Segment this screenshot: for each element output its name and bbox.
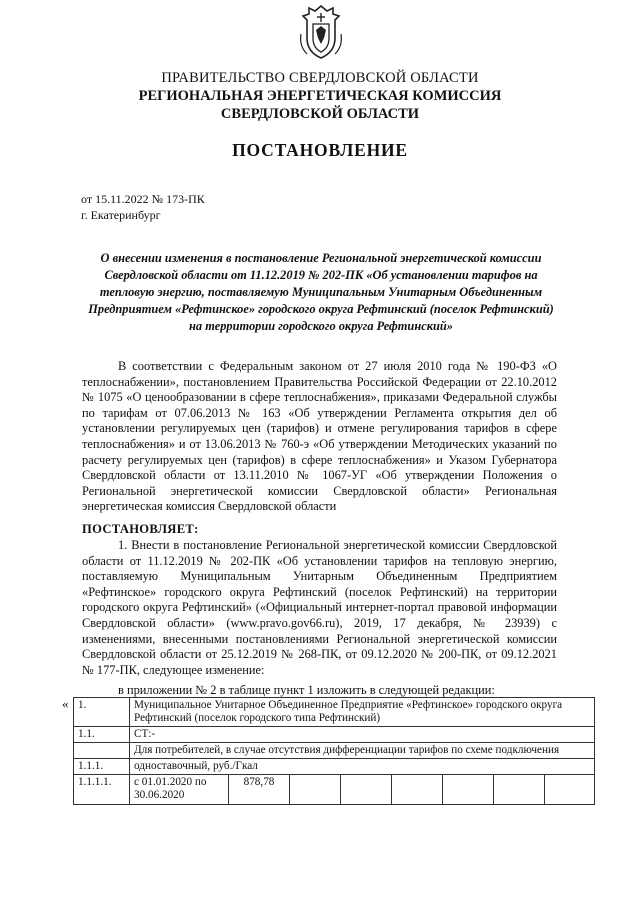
commission-name-line1: РЕГИОНАЛЬНАЯ ЭНЕРГЕТИЧЕСКАЯ КОМИССИЯ xyxy=(138,88,502,104)
tariff-table xyxy=(73,697,595,805)
document-subject: О внесении изменения в постановление Региональной энергетической комиссии Свердловской области от 11.12.2019 № 202-ПК «Об установлении тарифов на тепловую энергию, поставляемую Муниципальным Унитарным Объединенным Предприятием «Рефтинское» городского округа Рефтинский (поселок Рефтинский) на территории городского округа Рефтинский» xyxy=(88,251,554,333)
preamble-paragraph: В соответствии с Федеральным законом от 27 июля 2010 года № 190-ФЗ «О теплоснабжении», постановлением Правительства Российской Федерации от 22.10.2012 № 1075 «О ценообразовании в сфере теплоснабжения», приказами Федеральной службы по тарифам от 07.06.2013 № 163 «Об утверждении Регламента открытия дел об установлении регулируемых цен (тарифов) и отмене регулирования тарифов в сфере теплоснабжения» и от 13.06.2013 № 760-э «Об утверждении Методических указаний по расчету регулируемых цен (тарифов) в сфере теплоснабжения» и Указом Губернатора Свердловской области от 13.11.2010 № 1067-УГ «Об утверждении Положения о Региональной энергетической комиссии Свердловской области» Региональная энергетическая комиссия Свердловской области xyxy=(82,359,557,514)
row-number: 1. xyxy=(74,698,130,727)
opening-quote: « xyxy=(62,696,69,711)
consumers-cell: Для потребителей, в случае отсутствия дифференциации тарифов по схеме подключения xyxy=(130,743,595,759)
commission-name-line2: СВЕРДЛОВСКОЙ ОБЛАСТИ xyxy=(220,106,420,122)
table-row xyxy=(74,775,595,805)
row-number: 1.1. xyxy=(74,727,130,743)
table-row xyxy=(74,727,595,743)
appendix-intro: в приложении № 2 в таблице пункт 1 изложить в следующей редакции: xyxy=(118,683,495,697)
document-title: ПОСТАНОВЛЕНИЕ xyxy=(232,140,408,160)
tariff-value-cell: 878,78 xyxy=(229,775,290,805)
table-row xyxy=(74,759,595,775)
row-number: 1.1.1.1. xyxy=(74,775,130,805)
document-date-number: от 15.11.2022 № 173-ПК xyxy=(81,192,205,206)
row-number: 1.1.1. xyxy=(74,759,130,775)
empty-cell xyxy=(341,775,392,805)
table-row xyxy=(74,743,595,759)
coat-of-arms-emblem xyxy=(297,4,345,60)
period-cell: с 01.01.2020 по 30.06.2020 xyxy=(130,775,229,805)
resolves-heading: ПОСТАНОВЛЯЕТ: xyxy=(82,522,199,536)
empty-cell xyxy=(494,775,545,805)
table-row xyxy=(74,698,595,727)
system-cell: СТ:- xyxy=(130,727,595,743)
item-1-paragraph: 1. Внести в постановление Региональной энергетической комиссии Свердловской области от 11.12.2019 № 202-ПК «Об установлении тарифов на тепловую энергию, поставляемую Муниципальным Унитарным Объединенным Предприятием «Рефтинское» городского округа Рефтинский (поселок Рефтинский) на территории городского округа Рефтинский» («Официальный интернет-портал правовой информации Свердловской области» (www.pravo.gov66.ru), 2019, 17 декабря, № 23939) с изменениями, внесенными постановлениями Региональной энергетической комиссии Свердловской области от 25.12.2019 № 268-ПК, от 09.12.2020 № 200-ПК, от 09.12.2021 № 177-ПК, следующее изменение: xyxy=(82,538,557,677)
document-city: г. Екатеринбург xyxy=(81,208,161,222)
organization-cell: Муниципальное Унитарное Объединенное Предприятие «Рефтинское» городского округа Рефтинский (поселок городского типа Рефтинский) xyxy=(130,698,595,727)
empty-cell xyxy=(290,775,341,805)
empty-cell xyxy=(443,775,494,805)
empty-cell xyxy=(392,775,443,805)
empty-cell xyxy=(545,775,595,805)
row-number-empty xyxy=(74,743,130,759)
tariff-type-cell: одноставочный, руб./Гкал xyxy=(130,759,595,775)
government-name: ПРАВИТЕЛЬСТВО СВЕРДЛОВСКОЙ ОБЛАСТИ xyxy=(161,70,479,86)
